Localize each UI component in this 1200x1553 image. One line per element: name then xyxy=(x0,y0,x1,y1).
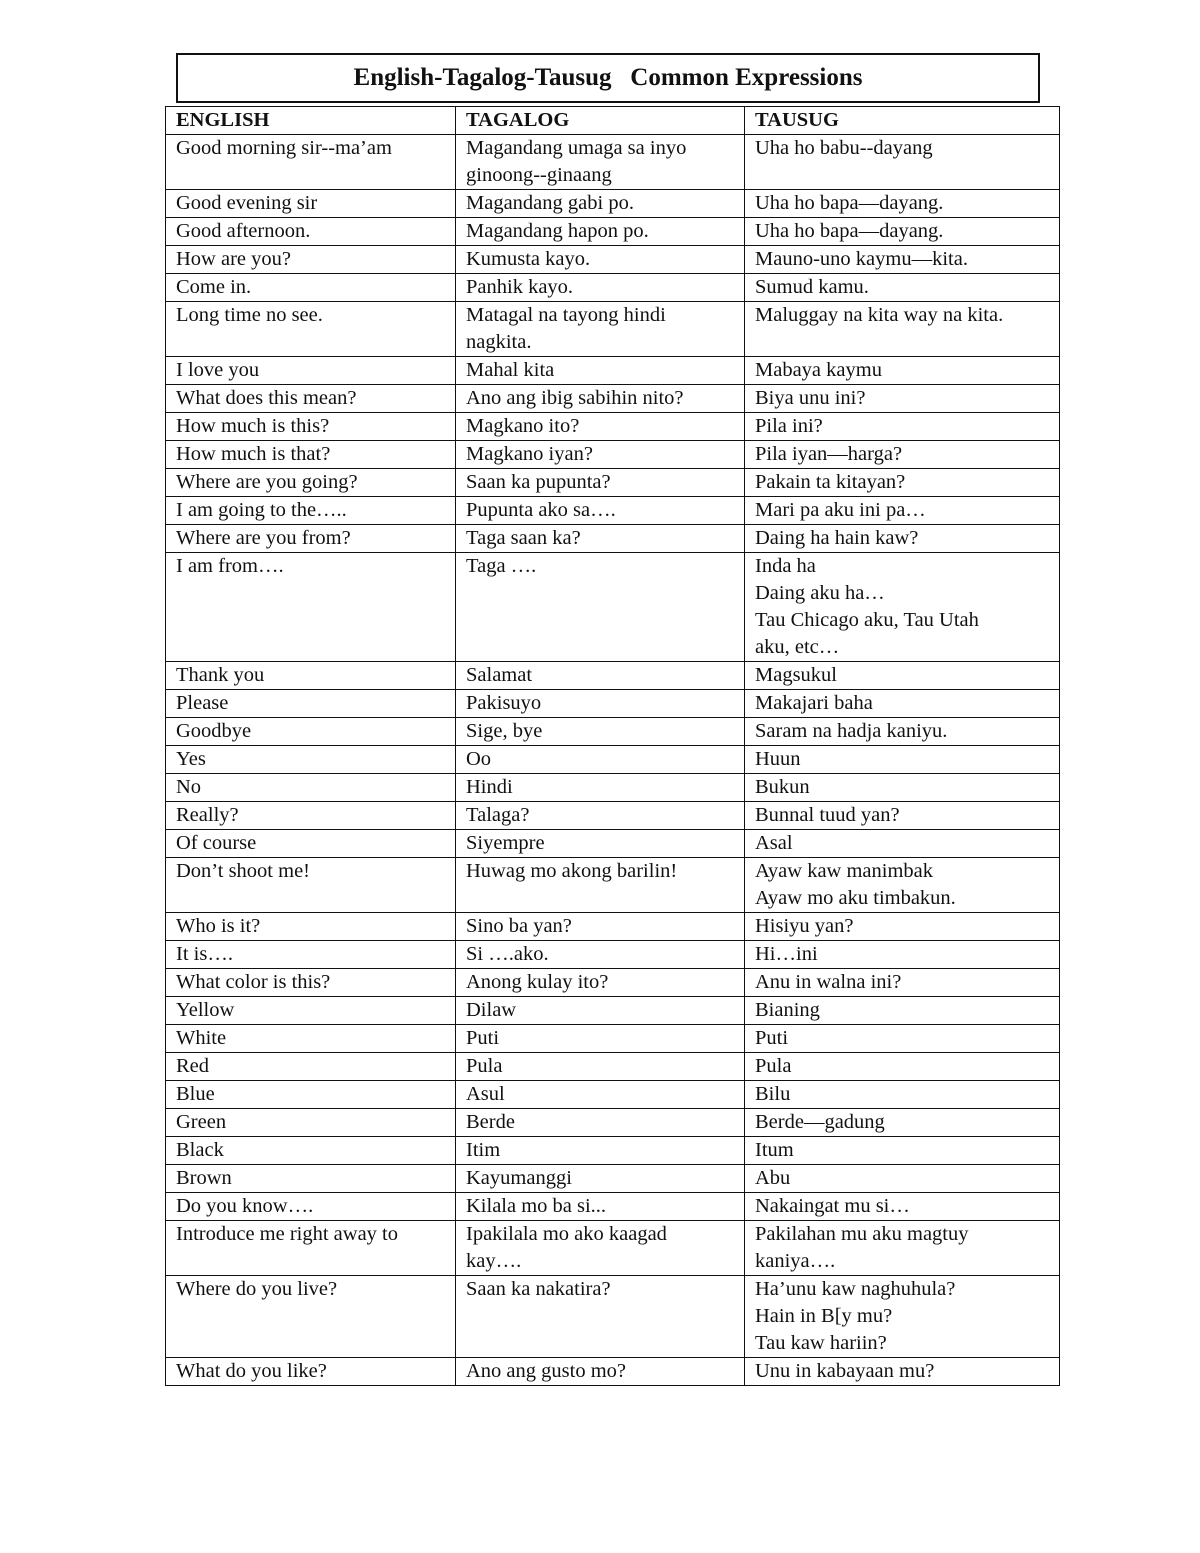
tagalog-cell: Kilala mo ba si... xyxy=(456,1193,745,1221)
tausug-cell: Nakaingat mu si… xyxy=(745,1193,1060,1221)
table-row xyxy=(166,469,1060,497)
tausug-cell: Bianing xyxy=(745,997,1060,1025)
tagalog-cell: Magandang umaga sa inyo ginoong--ginaang xyxy=(456,135,745,190)
tausug-cell: Magsukul xyxy=(745,662,1060,690)
tausug-cell: Uha ho bapa—dayang. xyxy=(745,190,1060,218)
tausug-cell: Pula xyxy=(745,1053,1060,1081)
tausug-cell: Inda ha Daing aku ha… Tau Chicago aku, Tau Utah aku, etc… xyxy=(745,553,1060,662)
table-row xyxy=(166,1025,1060,1053)
tagalog-cell: Magandang gabi po. xyxy=(456,190,745,218)
table-row xyxy=(166,662,1060,690)
tagalog-cell: Talaga? xyxy=(456,802,745,830)
tagalog-cell: Magkano iyan? xyxy=(456,441,745,469)
tagalog-cell: Ano ang ibig sabihin nito? xyxy=(456,385,745,413)
tagalog-cell: Sige, bye xyxy=(456,718,745,746)
tagalog-cell: Asul xyxy=(456,1081,745,1109)
table-row xyxy=(166,413,1060,441)
tausug-cell: Uha ho babu--dayang xyxy=(745,135,1060,190)
english-cell: What color is this? xyxy=(166,969,456,997)
table-row xyxy=(166,553,1060,662)
tagalog-cell: Huwag mo akong barilin! xyxy=(456,858,745,913)
english-cell: I love you xyxy=(166,357,456,385)
tagalog-cell: Kayumanggi xyxy=(456,1165,745,1193)
table-row xyxy=(166,774,1060,802)
tausug-cell: Abu xyxy=(745,1165,1060,1193)
tagalog-cell: Itim xyxy=(456,1137,745,1165)
table-row xyxy=(166,1053,1060,1081)
tausug-cell: Uha ho bapa—dayang. xyxy=(745,218,1060,246)
tagalog-cell: Matagal na tayong hindi nagkita. xyxy=(456,302,745,357)
table-row xyxy=(166,1193,1060,1221)
tagalog-cell: Siyempre xyxy=(456,830,745,858)
table-row xyxy=(166,302,1060,357)
tausug-cell: Ha’unu kaw naghuhula? Hain in B[y mu? Tau kaw hariin? xyxy=(745,1276,1060,1358)
tausug-cell: Itum xyxy=(745,1137,1060,1165)
tagalog-cell: Puti xyxy=(456,1025,745,1053)
tagalog-cell: Pupunta ako sa…. xyxy=(456,497,745,525)
tagalog-cell: Sino ba yan? xyxy=(456,913,745,941)
tagalog-cell: Hindi xyxy=(456,774,745,802)
tagalog-cell: Dilaw xyxy=(456,997,745,1025)
english-cell: Good morning sir--ma’am xyxy=(166,135,456,190)
table-row xyxy=(166,385,1060,413)
tagalog-cell: Mahal kita xyxy=(456,357,745,385)
tagalog-cell: Saan ka nakatira? xyxy=(456,1276,745,1358)
tausug-cell: Pakilahan mu aku magtuy kaniya…. xyxy=(745,1221,1060,1276)
tausug-cell: Unu in kabayaan mu? xyxy=(745,1358,1060,1386)
tagalog-cell: Kumusta kayo. xyxy=(456,246,745,274)
table-row xyxy=(166,746,1060,774)
english-cell: Yellow xyxy=(166,997,456,1025)
english-cell: Don’t shoot me! xyxy=(166,858,456,913)
table-row xyxy=(166,135,1060,190)
english-cell: I am from…. xyxy=(166,553,456,662)
tagalog-cell: Salamat xyxy=(456,662,745,690)
tagalog-cell: Magandang hapon po. xyxy=(456,218,745,246)
english-cell: Where are you from? xyxy=(166,525,456,553)
tausug-cell: Asal xyxy=(745,830,1060,858)
english-cell: Really? xyxy=(166,802,456,830)
table-row xyxy=(166,246,1060,274)
table-row xyxy=(166,830,1060,858)
english-cell: It is…. xyxy=(166,941,456,969)
table-row xyxy=(166,357,1060,385)
header-tagalog: TAGALOG xyxy=(456,107,745,135)
tausug-cell: Mabaya kaymu xyxy=(745,357,1060,385)
table-row xyxy=(166,274,1060,302)
tausug-cell: Ayaw kaw manimbak Ayaw mo aku timbakun. xyxy=(745,858,1060,913)
tagalog-cell: Saan ka pupunta? xyxy=(456,469,745,497)
table-row xyxy=(166,441,1060,469)
table-row xyxy=(166,218,1060,246)
english-cell: How much is this? xyxy=(166,413,456,441)
expressions-table xyxy=(165,106,1060,1386)
english-cell: Please xyxy=(166,690,456,718)
english-cell: Introduce me right away to xyxy=(166,1221,456,1276)
table-row xyxy=(166,1081,1060,1109)
tausug-cell: Makajari baha xyxy=(745,690,1060,718)
table-row xyxy=(166,1109,1060,1137)
english-cell: Black xyxy=(166,1137,456,1165)
table-row xyxy=(166,718,1060,746)
english-cell: Brown xyxy=(166,1165,456,1193)
english-cell: No xyxy=(166,774,456,802)
table-row xyxy=(166,1165,1060,1193)
table-row xyxy=(166,941,1060,969)
tausug-cell: Huun xyxy=(745,746,1060,774)
tausug-cell: Maluggay na kita way na kita. xyxy=(745,302,1060,357)
tausug-cell: Puti xyxy=(745,1025,1060,1053)
header-tausug: TAUSUG xyxy=(745,107,1060,135)
table-row xyxy=(166,969,1060,997)
english-cell: What does this mean? xyxy=(166,385,456,413)
tausug-cell: Hisiyu yan? xyxy=(745,913,1060,941)
tagalog-cell: Anong kulay ito? xyxy=(456,969,745,997)
english-cell: Who is it? xyxy=(166,913,456,941)
english-cell: Long time no see. xyxy=(166,302,456,357)
tagalog-cell: Magkano ito? xyxy=(456,413,745,441)
english-cell: Green xyxy=(166,1109,456,1137)
tausug-cell: Hi…ini xyxy=(745,941,1060,969)
tausug-cell: Bunnal tuud yan? xyxy=(745,802,1060,830)
table-row xyxy=(166,1221,1060,1276)
tausug-cell: Pila ini? xyxy=(745,413,1060,441)
tagalog-cell: Berde xyxy=(456,1109,745,1137)
english-cell: How much is that? xyxy=(166,441,456,469)
tausug-cell: Anu in walna ini? xyxy=(745,969,1060,997)
tagalog-cell: Oo xyxy=(456,746,745,774)
english-cell: Come in. xyxy=(166,274,456,302)
english-cell: Do you know…. xyxy=(166,1193,456,1221)
english-cell: Good afternoon. xyxy=(166,218,456,246)
table-row xyxy=(166,1276,1060,1358)
english-cell: Good evening sir xyxy=(166,190,456,218)
table-row xyxy=(166,802,1060,830)
tagalog-cell: Panhik kayo. xyxy=(456,274,745,302)
english-cell: Where are you going? xyxy=(166,469,456,497)
document-title: English-Tagalog-Tausug Common Expressions xyxy=(176,53,1040,103)
tausug-cell: Daing ha hain kaw? xyxy=(745,525,1060,553)
tagalog-cell: Si ….ako. xyxy=(456,941,745,969)
tausug-cell: Saram na hadja kaniyu. xyxy=(745,718,1060,746)
english-cell: Red xyxy=(166,1053,456,1081)
table-header-row xyxy=(166,107,1060,135)
table-body xyxy=(166,135,1060,1386)
table-row xyxy=(166,858,1060,913)
tagalog-cell: Ipakilala mo ako kaagad kay…. xyxy=(456,1221,745,1276)
tausug-cell: Biya unu ini? xyxy=(745,385,1060,413)
tagalog-cell: Pakisuyo xyxy=(456,690,745,718)
tausug-cell: Pakain ta kitayan? xyxy=(745,469,1060,497)
header-english: ENGLISH xyxy=(166,107,456,135)
table-row xyxy=(166,690,1060,718)
tausug-cell: Bilu xyxy=(745,1081,1060,1109)
table-row xyxy=(166,190,1060,218)
table-row xyxy=(166,913,1060,941)
tagalog-cell: Taga …. xyxy=(456,553,745,662)
english-cell: What do you like? xyxy=(166,1358,456,1386)
tausug-cell: Bukun xyxy=(745,774,1060,802)
table-row xyxy=(166,1358,1060,1386)
table-row xyxy=(166,1137,1060,1165)
english-cell: Goodbye xyxy=(166,718,456,746)
tausug-cell: Berde—gadung xyxy=(745,1109,1060,1137)
english-cell: I am going to the….. xyxy=(166,497,456,525)
tagalog-cell: Ano ang gusto mo? xyxy=(456,1358,745,1386)
english-cell: Blue xyxy=(166,1081,456,1109)
english-cell: White xyxy=(166,1025,456,1053)
english-cell: Thank you xyxy=(166,662,456,690)
tausug-cell: Mari pa aku ini pa… xyxy=(745,497,1060,525)
english-cell: How are you? xyxy=(166,246,456,274)
english-cell: Of course xyxy=(166,830,456,858)
tausug-cell: Pila iyan—harga? xyxy=(745,441,1060,469)
tagalog-cell: Pula xyxy=(456,1053,745,1081)
table-row xyxy=(166,525,1060,553)
tausug-cell: Mauno-uno kaymu—kita. xyxy=(745,246,1060,274)
english-cell: Where do you live? xyxy=(166,1276,456,1358)
table-row xyxy=(166,497,1060,525)
table-row xyxy=(166,997,1060,1025)
tausug-cell: Sumud kamu. xyxy=(745,274,1060,302)
english-cell: Yes xyxy=(166,746,456,774)
tagalog-cell: Taga saan ka? xyxy=(456,525,745,553)
